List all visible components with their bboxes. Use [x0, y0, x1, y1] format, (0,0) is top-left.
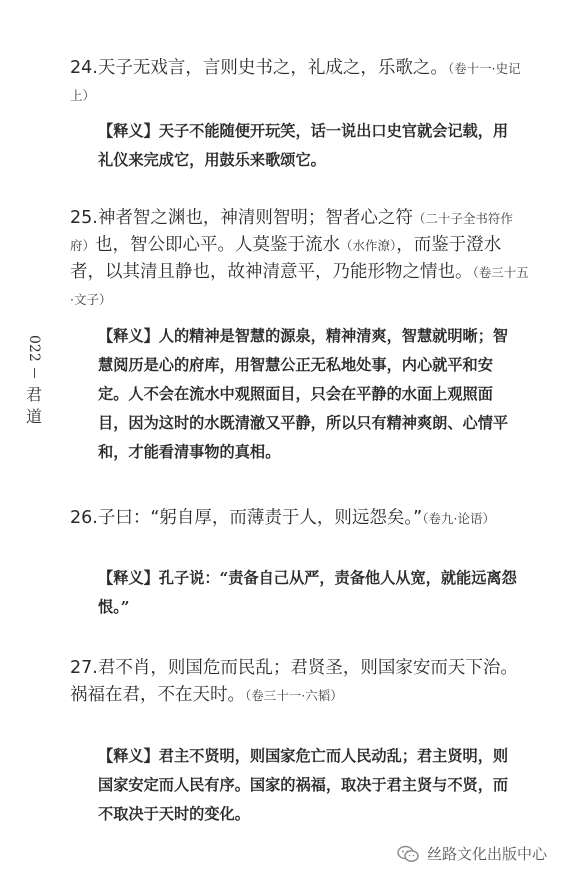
- entry-24-shiyi-text: 天子不能随便开玩笑，话一说出口史官就会记载，用礼仪来完成它，用鼓乐来歌颂它。: [98, 122, 509, 169]
- margin-divider: [34, 368, 35, 378]
- page-margin-marker: [22, 335, 46, 428]
- entry-25-main-b: 也，智公即心平。人莫鉴于流水: [95, 235, 341, 255]
- watermark-text: 丝路文化出版中心: [426, 845, 547, 863]
- entry-25-shiyi-text: 人的精神是智慧的源泉，精神清爽，智慧就明晰；智慧阅历是心的府库，用智慧公正无私地处事，内心就平和安定。人不会在流水中观照面目，只会在平静的水面上观照面目，因为这时的水既清澈又平静，所以只有精神爽朗、心情平和，才能看清事物的真相。: [98, 327, 509, 461]
- entry-26-shiyi-text: 孔子说：“责备自己从严，责备他人从宽，就能远离怨恨。”: [98, 569, 517, 616]
- chapter-char-2: 道: [25, 406, 42, 426]
- entry-25-note-b: （水作潦）: [340, 238, 397, 253]
- entry-24-shiyi: [98, 117, 518, 175]
- entry-25-note-a: （二十子全书符作府）: [70, 211, 513, 253]
- entry-24-text: [70, 55, 530, 109]
- chapter-char-1: 君: [25, 384, 42, 404]
- entry-25-source: （卷三十五·文子）: [70, 265, 529, 307]
- shiyi-tag: 【释义】: [98, 122, 159, 140]
- entry-27-shiyi: [98, 742, 518, 829]
- entry-27-main: 27.君不肖，则国危而民乱；君贤圣，则国家安而天下治。祸福在君，不在天时。: [70, 658, 518, 705]
- entry-25-shiyi: [98, 322, 518, 467]
- page-number: 022: [26, 335, 42, 362]
- entry-27-text: [70, 655, 530, 709]
- entry-26-text: [70, 505, 530, 532]
- entry-26-main: 26.子曰：“躬自厚，而薄责于人，则远怨矣。”: [70, 508, 423, 528]
- entry-25-main-a: 25.神者智之渊也，神清则智明；智者心之符: [70, 208, 413, 228]
- wechat-icon: [397, 845, 419, 863]
- shiyi-tag: 【释义】: [98, 747, 159, 765]
- entry-27-shiyi-text: 君主不贤明，则国家危亡而人民动乱；君主贤明，则国家安定而人民有序。国家的祸福，取决于君主贤与不贤，而不取决于天时的变化。: [98, 747, 509, 823]
- entry-26-source: （卷九·论语）: [422, 511, 495, 526]
- watermark: [397, 843, 547, 864]
- shiyi-tag: 【释义】: [98, 327, 159, 345]
- entry-24-main: 24.天子无戏言，言则史书之，礼成之，乐歌之。: [70, 58, 448, 78]
- entry-26-shiyi: [98, 564, 518, 622]
- entry-25-text: [70, 205, 530, 313]
- entry-27-source: （卷三十一·六韬）: [245, 688, 343, 703]
- shiyi-tag: 【释义】: [98, 569, 159, 587]
- entry-25-main-c: ，而鉴于澄水者，以其清且静也，故神清意平，乃能形物之情也。: [70, 235, 502, 282]
- entry-24-source: （卷十一·史记上）: [70, 61, 521, 103]
